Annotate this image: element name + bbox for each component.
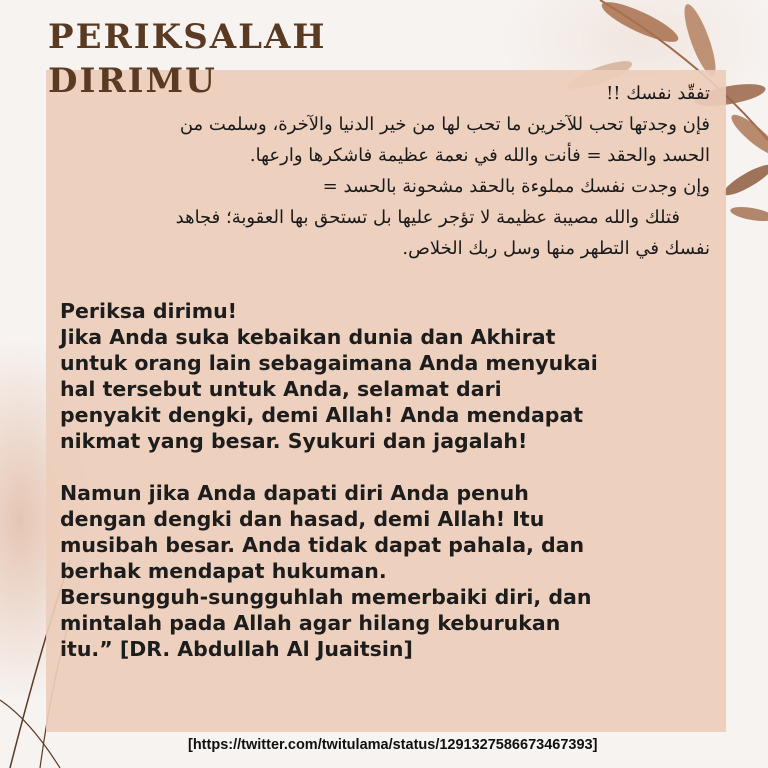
paragraph1-line: penyakit dengki, demi Allah! Anda mendapat xyxy=(60,403,584,427)
leaf-icon xyxy=(679,1,722,79)
paragraph1-line: Jika Anda suka kebaikan dunia dan Akhirat xyxy=(60,325,556,349)
paragraph2-line: Namun jika Anda dapati diri Anda penuh xyxy=(60,481,529,505)
paragraph2-line: dengan dengki dan hasad, demi Allah! Itu xyxy=(60,507,545,531)
leaf-icon xyxy=(729,204,768,223)
arabic-line: وإن وجدت نفسك مملوءة بالحقد مشحونة بالحسد = xyxy=(322,176,710,197)
source-link[interactable]: [https://twitter.com/twitulama/status/1291327586673467393] xyxy=(188,737,598,753)
page-title-line2: DIRIMU xyxy=(48,61,217,101)
leaf-icon xyxy=(598,0,683,49)
arabic-line: نفسك في التطهر منها وسل ربك الخلاص. xyxy=(402,238,710,259)
paragraph2-line: musibah besar. Anda tidak dapat pahala, dan xyxy=(60,533,585,557)
arabic-line: تفقّد نفسك !! xyxy=(606,83,710,104)
leaf-icon xyxy=(720,160,768,200)
paragraph1-line: untuk orang lain sebagaimana Anda menyukai xyxy=(60,351,598,375)
translation-block xyxy=(60,298,720,662)
paragraph2-line: mintalah pada Allah agar hilang keburukan xyxy=(60,611,561,635)
arabic-text-block xyxy=(60,78,710,264)
arabic-line: الحسد والحقد = فأنت والله في نعمة عظيمة فاشكرها وارعها. xyxy=(249,145,710,166)
page-title-line1: PERIKSALAH xyxy=(48,17,327,57)
paragraph2-line: itu.” [DR. Abdullah Al Juaitsin] xyxy=(60,637,413,661)
paragraph2-line: berhak mendapat hukuman. xyxy=(60,559,387,583)
paragraph2-line: Bersungguh-sungguhlah memerbaiki diri, dan xyxy=(60,585,592,609)
arabic-line: فتلك والله مصيبة عظيمة لا تؤجر عليها بل تستحق بها العقوبة؛ فجاهد xyxy=(175,207,680,228)
paragraph1-line: hal tersebut untuk Anda, selamat dari xyxy=(60,377,502,401)
arabic-line: فإن وجدتها تحب للآخرين ما تحب لها من خير الدنيا والآخرة، وسلمت من xyxy=(179,114,710,135)
paragraph1-line: nikmat yang besar. Syukuri dan jagalah! xyxy=(60,429,528,453)
translation-heading: Periksa dirimu! xyxy=(60,299,238,323)
